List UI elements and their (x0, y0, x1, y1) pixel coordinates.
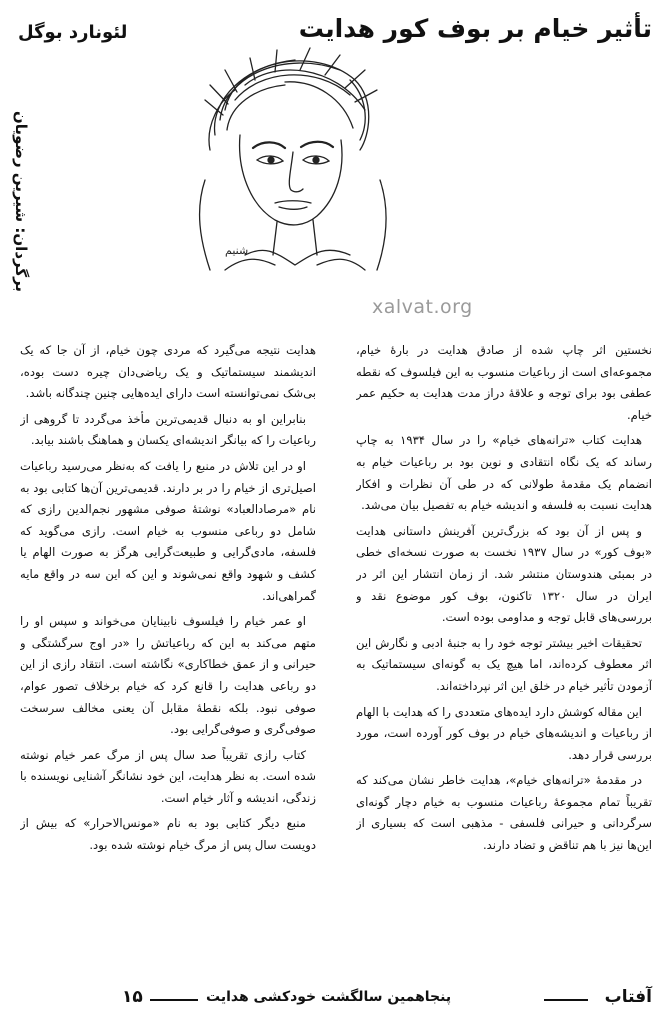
paragraph: بنابراین او به دنبال قدیمی‌ترین مأخذ می‌گردد تا گروهی از رباعیات را که بیانگر اندیشه‌ای یکسان و هماهنگ باشند بیابد. (20, 411, 316, 448)
footer-divider (544, 999, 588, 1001)
paragraph: این مقاله کوشش دارد ایده‌های متعددی را که هدایت با الهام از رباعیات و اندیشه‌های خیام در بوف کور آورده است، مورد بررسی قرار دهد. (356, 704, 652, 762)
paragraph: تحقیقات اخیر بیشتر توجه خود را به جنبهٔ ادبی و نگارش این اثر معطوف کرده‌اند، اما هیچ یک به گونه‌ای سیستماتیک به آزمودن تأثیر خیام در خلق این اثر نپرداخته‌اند. (356, 635, 652, 693)
portrait-signature: شنیم (225, 244, 249, 257)
author-name: لئونارد بوگل (18, 22, 128, 43)
magazine-name: آفتاب (604, 987, 652, 1007)
paragraph: او عمر خیام را فیلسوف نابینایان می‌خواند و سپس او را متهم می‌کند به این که رباعیاتش را «در اوج سرگشتگی و حیرانی و از عمق خطاکاری» نگاشته است. انتقاد رازی از این دو رباعی هدایت را قانع کرد که خیام برخلاف تصور عوام، صوفی نبود. بلکه نقطهٔ مقابل آن یعنی مخالف سرسخت صوفی‌گری و صوفی‌گرایی بود. (20, 614, 316, 737)
paragraph: و پس از آن بود که بزرگ‌ترین آفرینش داستانی هدایت «بوف کور» در سال ۱۹۳۷ نخست به صورت نسخه‌ای خطی در بمبئی هندوستان منتشر شد. از زمان انتشار این اثر در ایران در سال ۱۳۲۰ تاکنون، بوف کور موضوع نقد و بررسی‌های قابل توجه و مداومی بوده است. (356, 523, 652, 625)
translator-credit: برگردان: شیرین رضویان (12, 111, 30, 293)
paragraph: نخستین اثر چاپ شده از صادق هدایت در بارهٔ خیام، مجموعه‌ای است از رباعیات منسوب به این فیلسوف که نقطه عطفی بود برای توجه و علاقهٔ دراز مدت هدایت به حکیم عمر خیام. (356, 343, 652, 422)
article-title: تأثیر خیام بر بوف کور هدایت (298, 14, 652, 43)
issue-title: پنجاهمین سالگشت خودکشی هدایت (206, 989, 452, 1005)
page-number: ۱۵ (122, 987, 143, 1007)
article-column-right (356, 340, 652, 980)
paragraph: هدایت کتاب «ترانه‌های خیام» را در سال ۱۹۳۴ به چاپ رساند که یک نگاه انتقادی و نوین بود بر رباعیات خیام به انضمام یک مقدمهٔ طولانی که در طی آن نظرات و افکار هدایت نسبت به فلسفه و اندیشه خیام به تفصیل بیان می‌شد. (356, 433, 652, 513)
paragraph: هدایت نتیجه می‌گیرد که مردی چون خیام، از آن جا که یک اندیشمند سیستماتیک و یک ریاضی‌دان چیره دست بوده، بی‌شک نمی‌توانسته است دارای ایده‌هایی چنین چندگانه باشد. (20, 343, 316, 401)
paragraph: در مقدمهٔ «ترانه‌های خیام»، هدایت خاطر نشان می‌کند که تقریباً تمام مجموعهٔ رباعیات منسوب به خیام دچار گونه‌ای سرگردانی و حیرانی فلسفی - مذهبی است که بسیاری از این‌ها نیز با هم تناقض و تضاد دارند. (356, 773, 652, 853)
paragraph: منبع دیگر کتابی بود به نام «مونس‌الاحرار» که بیش از دویست سال پس از مرگ خیام نوشته شده بود. (20, 816, 316, 853)
footer-divider (150, 999, 198, 1001)
article-column-left (20, 340, 316, 980)
watermark: xalvat.org (372, 296, 473, 318)
page-footer (0, 985, 668, 1011)
paragraph: او در این تلاش در منبع را یافت که به‌نظر می‌رسید رباعیات اصیل‌تری از خیام را در بر دارند. قدیمی‌ترین آن‌ها کتابی بود به نام «مرصادالعباد» نوشتهٔ صوفی مشهور نجم‌الدین رازی که شامل دو رباعی منسوب به خیام است. رازی می‌گوید که فلسفه، مادی‌گرایی و طبیعت‌گرایی هرگز به صورت الهام یا کشف و شهود واقع نمی‌شوند و این که این سه در واقع مایه گمراهی‌اند. (20, 458, 316, 603)
portrait-illustration (165, 40, 425, 280)
paragraph: کتاب رازی تقریباً صد سال پس از مرگ عمر خیام نوشته شده است. به نظر هدایت، این خود نشانگر آشنایی نویسنده با زندگی، اندیشه و آثار خیام است. (20, 747, 316, 805)
